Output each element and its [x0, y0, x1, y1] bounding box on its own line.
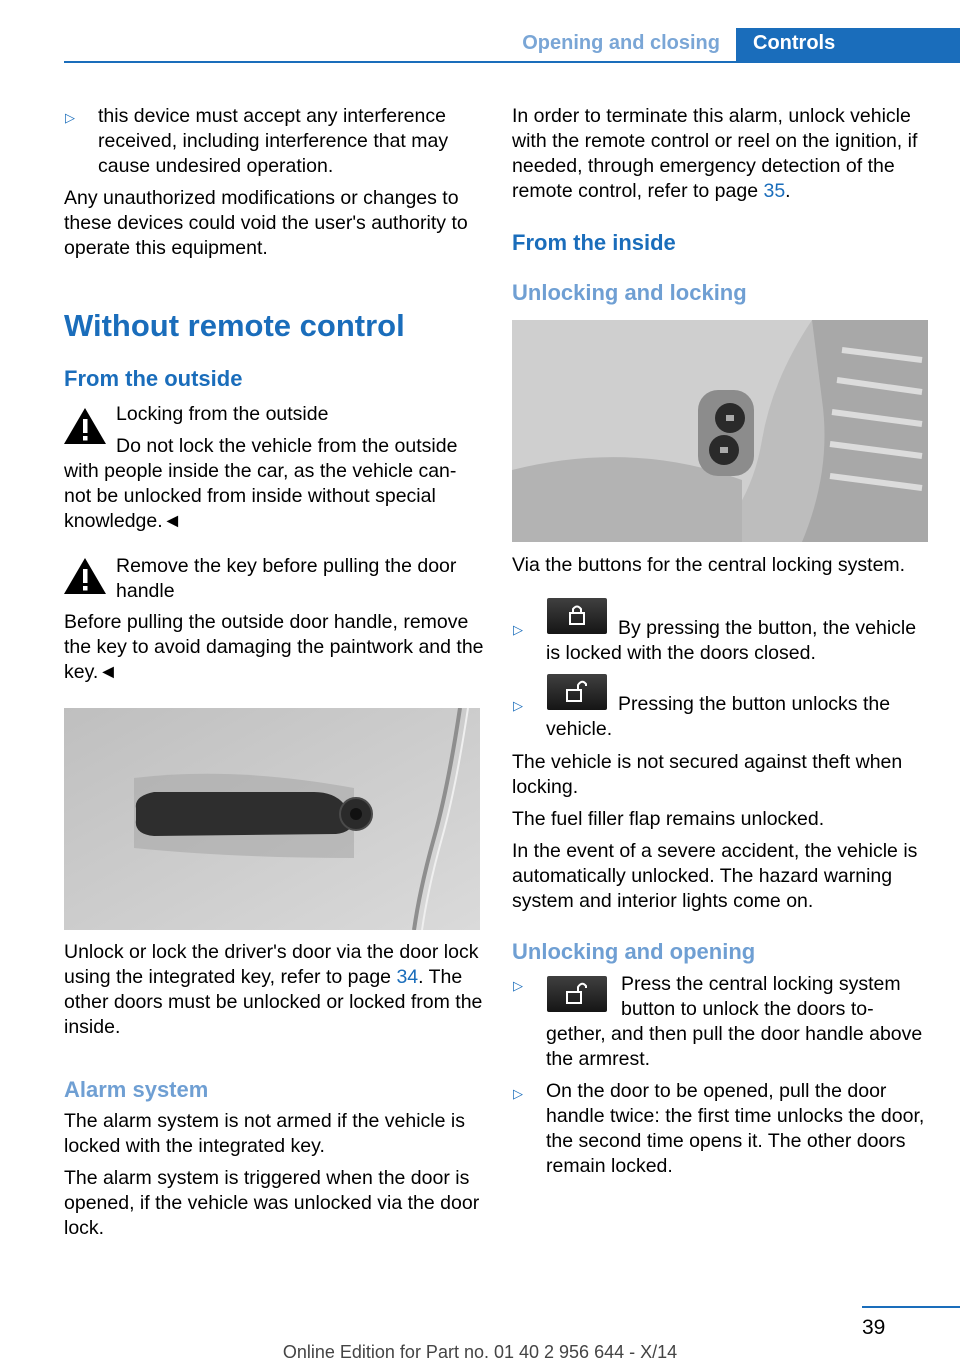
- warning-icon: [62, 556, 108, 596]
- interior-photo-caption: Via the buttons for the central locking system.: [512, 554, 906, 576]
- outside-heading: From the outside: [64, 366, 243, 391]
- door-photo-caption: Unlock or lock the driver's door via the door lock using the integrated key, refer to page 34. The other doors must be unlocked or locked from the inside.: [64, 941, 483, 1038]
- right-para-1: In order to terminate this alarm, unlock vehicle with the remote control or reel on the ignition, if needed, through emergency detection of the remote control, refer to page 35.: [512, 105, 918, 202]
- warning-1-title: Locking from the outside: [116, 403, 329, 425]
- opening-bullet-1: Press the central locking system button to unlock the doors to-gether, and then pull the door handle above the armrest.: [546, 973, 923, 1070]
- right-para-3: The fuel filler flap remains unlocked.: [512, 808, 825, 830]
- header-tab-controls: Controls: [736, 28, 960, 61]
- footer-rule: [862, 1306, 960, 1308]
- bullet-icon: ▷: [65, 110, 75, 125]
- opening-bullet-2: On the door to be opened, pull the door handle twice: the first time unlocks the door, the second time opens it. The other doors remain locked.: [546, 1080, 925, 1177]
- alarm-para-1: The alarm system is not armed if the vehicle is locked with the integrated key.: [64, 1110, 465, 1157]
- warning-2-body: Before pulling the outside door handle, remove the key to avoid damaging the paintwork and the key.◄: [64, 611, 484, 683]
- unlocking-opening-heading: Unlocking and opening: [512, 939, 756, 964]
- header-rule: [64, 61, 960, 63]
- left-para-1: Any unauthorized modifications or changes to these devices could void the user's authority to operate this equipment.: [64, 187, 468, 259]
- door-handle-photo: [64, 708, 480, 930]
- bullet-icon: ▷: [513, 698, 523, 713]
- warning-2-title: Remove the key before pulling the door handle: [116, 555, 457, 602]
- page-link-35[interactable]: 35: [763, 180, 786, 202]
- right-para-4: In the event of a severe accident, the vehicle is automatically unlocked. The hazard warning system and interior lights come on.: [512, 840, 918, 912]
- lock-bullet-text: By pressing the button, the vehicle is locked with the doors closed.: [546, 617, 917, 664]
- warning-1-body: Do not lock the vehicle from the outside with people inside the car, as the vehicle can-not be unlocked from inside without special knowledge.◄: [64, 435, 458, 532]
- unlock-bullet-text: Pressing the button unlocks the vehicle.: [546, 693, 891, 740]
- inside-heading: From the inside: [512, 230, 676, 255]
- alarm-heading: Alarm system: [64, 1077, 209, 1102]
- right-para-2: The vehicle is not secured against theft when locking.: [512, 751, 903, 798]
- unlock-lock-heading: Unlocking and locking: [512, 280, 747, 305]
- footer-edition: Online Edition for Part no. 01 40 2 956 644 - X/14: [282, 1342, 678, 1362]
- page-link-34[interactable]: 34: [396, 966, 419, 988]
- page-number: 39: [862, 1316, 886, 1339]
- header-section: Opening and closing: [522, 32, 720, 54]
- bullet-icon: ▷: [513, 1086, 523, 1101]
- alarm-para-2: The alarm system is triggered when the door is opened, if the vehicle was unlocked via the door lock.: [64, 1167, 480, 1239]
- bullet-icon: ▷: [513, 978, 523, 993]
- left-bullet-1: this device must accept any interference received, including interference that may cause undesired operation.: [98, 105, 449, 177]
- interior-buttons-photo: [512, 320, 928, 542]
- section-title: Without remote control: [64, 308, 405, 343]
- bullet-icon: ▷: [513, 622, 523, 637]
